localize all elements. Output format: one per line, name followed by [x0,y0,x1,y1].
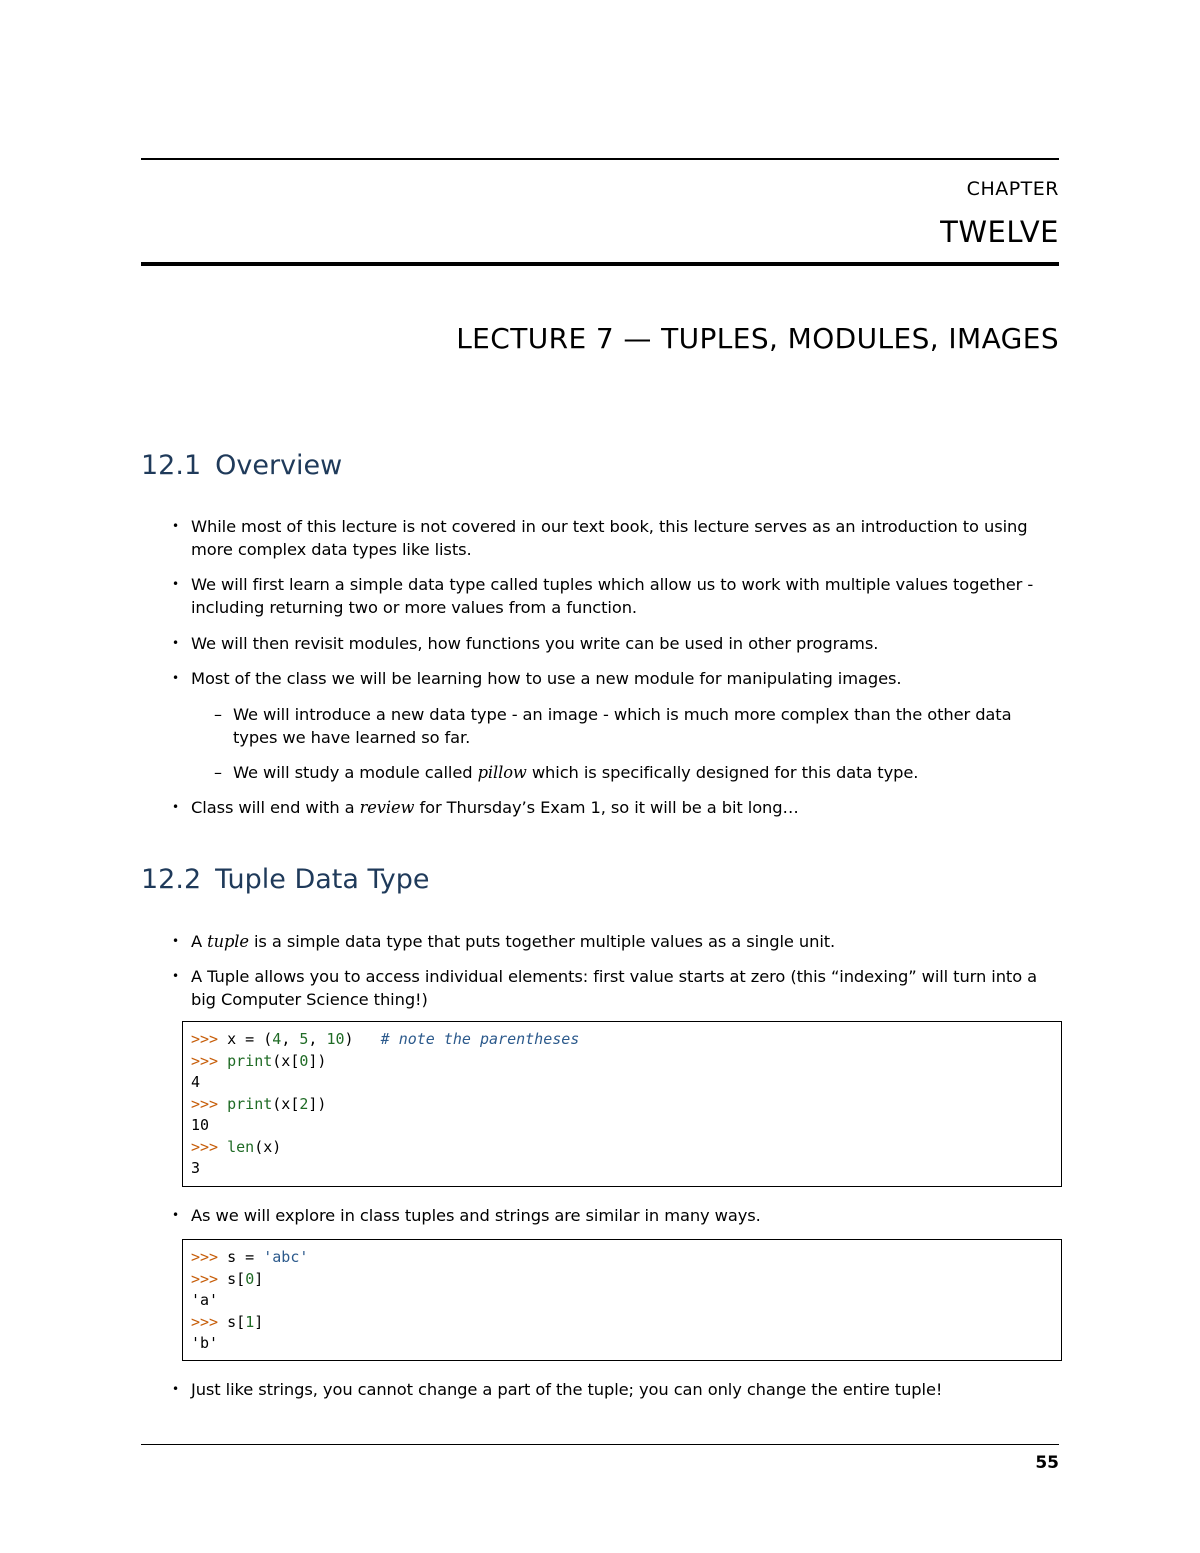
list-item: Just like strings, you cannot change a part of the tuple; you can only change the entire tuple! [191,1380,943,1399]
emphasis-review: review [359,798,415,817]
list-item: Most of the class we will be learning how to use a new module for manipulating images. [191,669,902,688]
code-block [182,1021,1062,1187]
dash-icon: – [214,763,222,782]
sub-list-item: We will introduce a new data type - an image - which is much more complex than the other data types we have learned so far. [233,705,1012,747]
section-title-text: Overview [215,450,343,481]
page-number: 55 [1035,1453,1059,1473]
list-item: As we will explore in class tuples and strings are similar in many ways. [191,1206,761,1225]
text-run: Class will end with a [191,798,360,817]
list-item [191,930,1059,953]
text-run: A [191,932,208,951]
text-run: for Thursday’s Exam 1, so it will be a bit long… [414,798,799,817]
section-number: 12.2 [141,864,202,895]
bullet-icon: • [172,671,180,685]
chapter-number-word: TWELVE [940,215,1059,249]
code-text: >>> s = 'abc' >>> s[0] 'a' >>> s[1] 'b' [191,1248,309,1352]
bullet-icon: • [172,577,180,591]
page-title: LECTURE 7 — TUPLES, MODULES, IMAGES [456,322,1059,355]
footer-rule [141,1444,1059,1445]
bullet-icon: • [172,519,180,533]
chapter-label: CHAPTER [966,178,1059,200]
text-run: We will study a module called [233,763,478,782]
bullet-icon: • [172,1382,180,1396]
dash-icon: – [214,705,222,724]
top-rule [141,158,1059,160]
section-heading-overview [141,450,342,481]
bullet-icon: • [172,969,180,983]
code-block [182,1239,1062,1361]
sub-list-item [233,761,1059,784]
emphasis-pillow: pillow [477,763,527,782]
section-heading-tuple-data-type [141,864,430,895]
bullet-icon: • [172,934,180,948]
list-item: We will first learn a simple data type called tuples which allow us to work with multiple values together - including returning two or more values from a function. [191,575,1034,617]
list-item: While most of this lecture is not covered in our text book, this lecture serves as an introduction to using more complex data types like lists. [191,517,1028,559]
section-number: 12.1 [141,450,202,481]
list-item [191,796,1059,819]
text-run: which is specifically designed for this data type. [526,763,919,782]
section-title-text: Tuple Data Type [215,864,430,895]
chapter-rule [141,262,1059,266]
code-text: >>> x = (4, 5, 10) # note the parentheses >>> print(x[0]) 4 >>> print(x[2]) 10 >>> len(x) 3 [191,1030,580,1177]
bullet-icon: • [172,800,180,814]
bullet-icon: • [172,636,180,650]
bullet-icon: • [172,1208,180,1222]
list-item: We will then revisit modules, how functions you write can be used in other programs. [191,634,879,653]
emphasis-tuple: tuple [207,932,249,951]
text-run: is a simple data type that puts together multiple values as a single unit. [248,932,836,951]
list-item: A Tuple allows you to access individual elements: first value starts at zero (this “indexing” will turn into a big Computer Science thing!) [191,967,1038,1009]
